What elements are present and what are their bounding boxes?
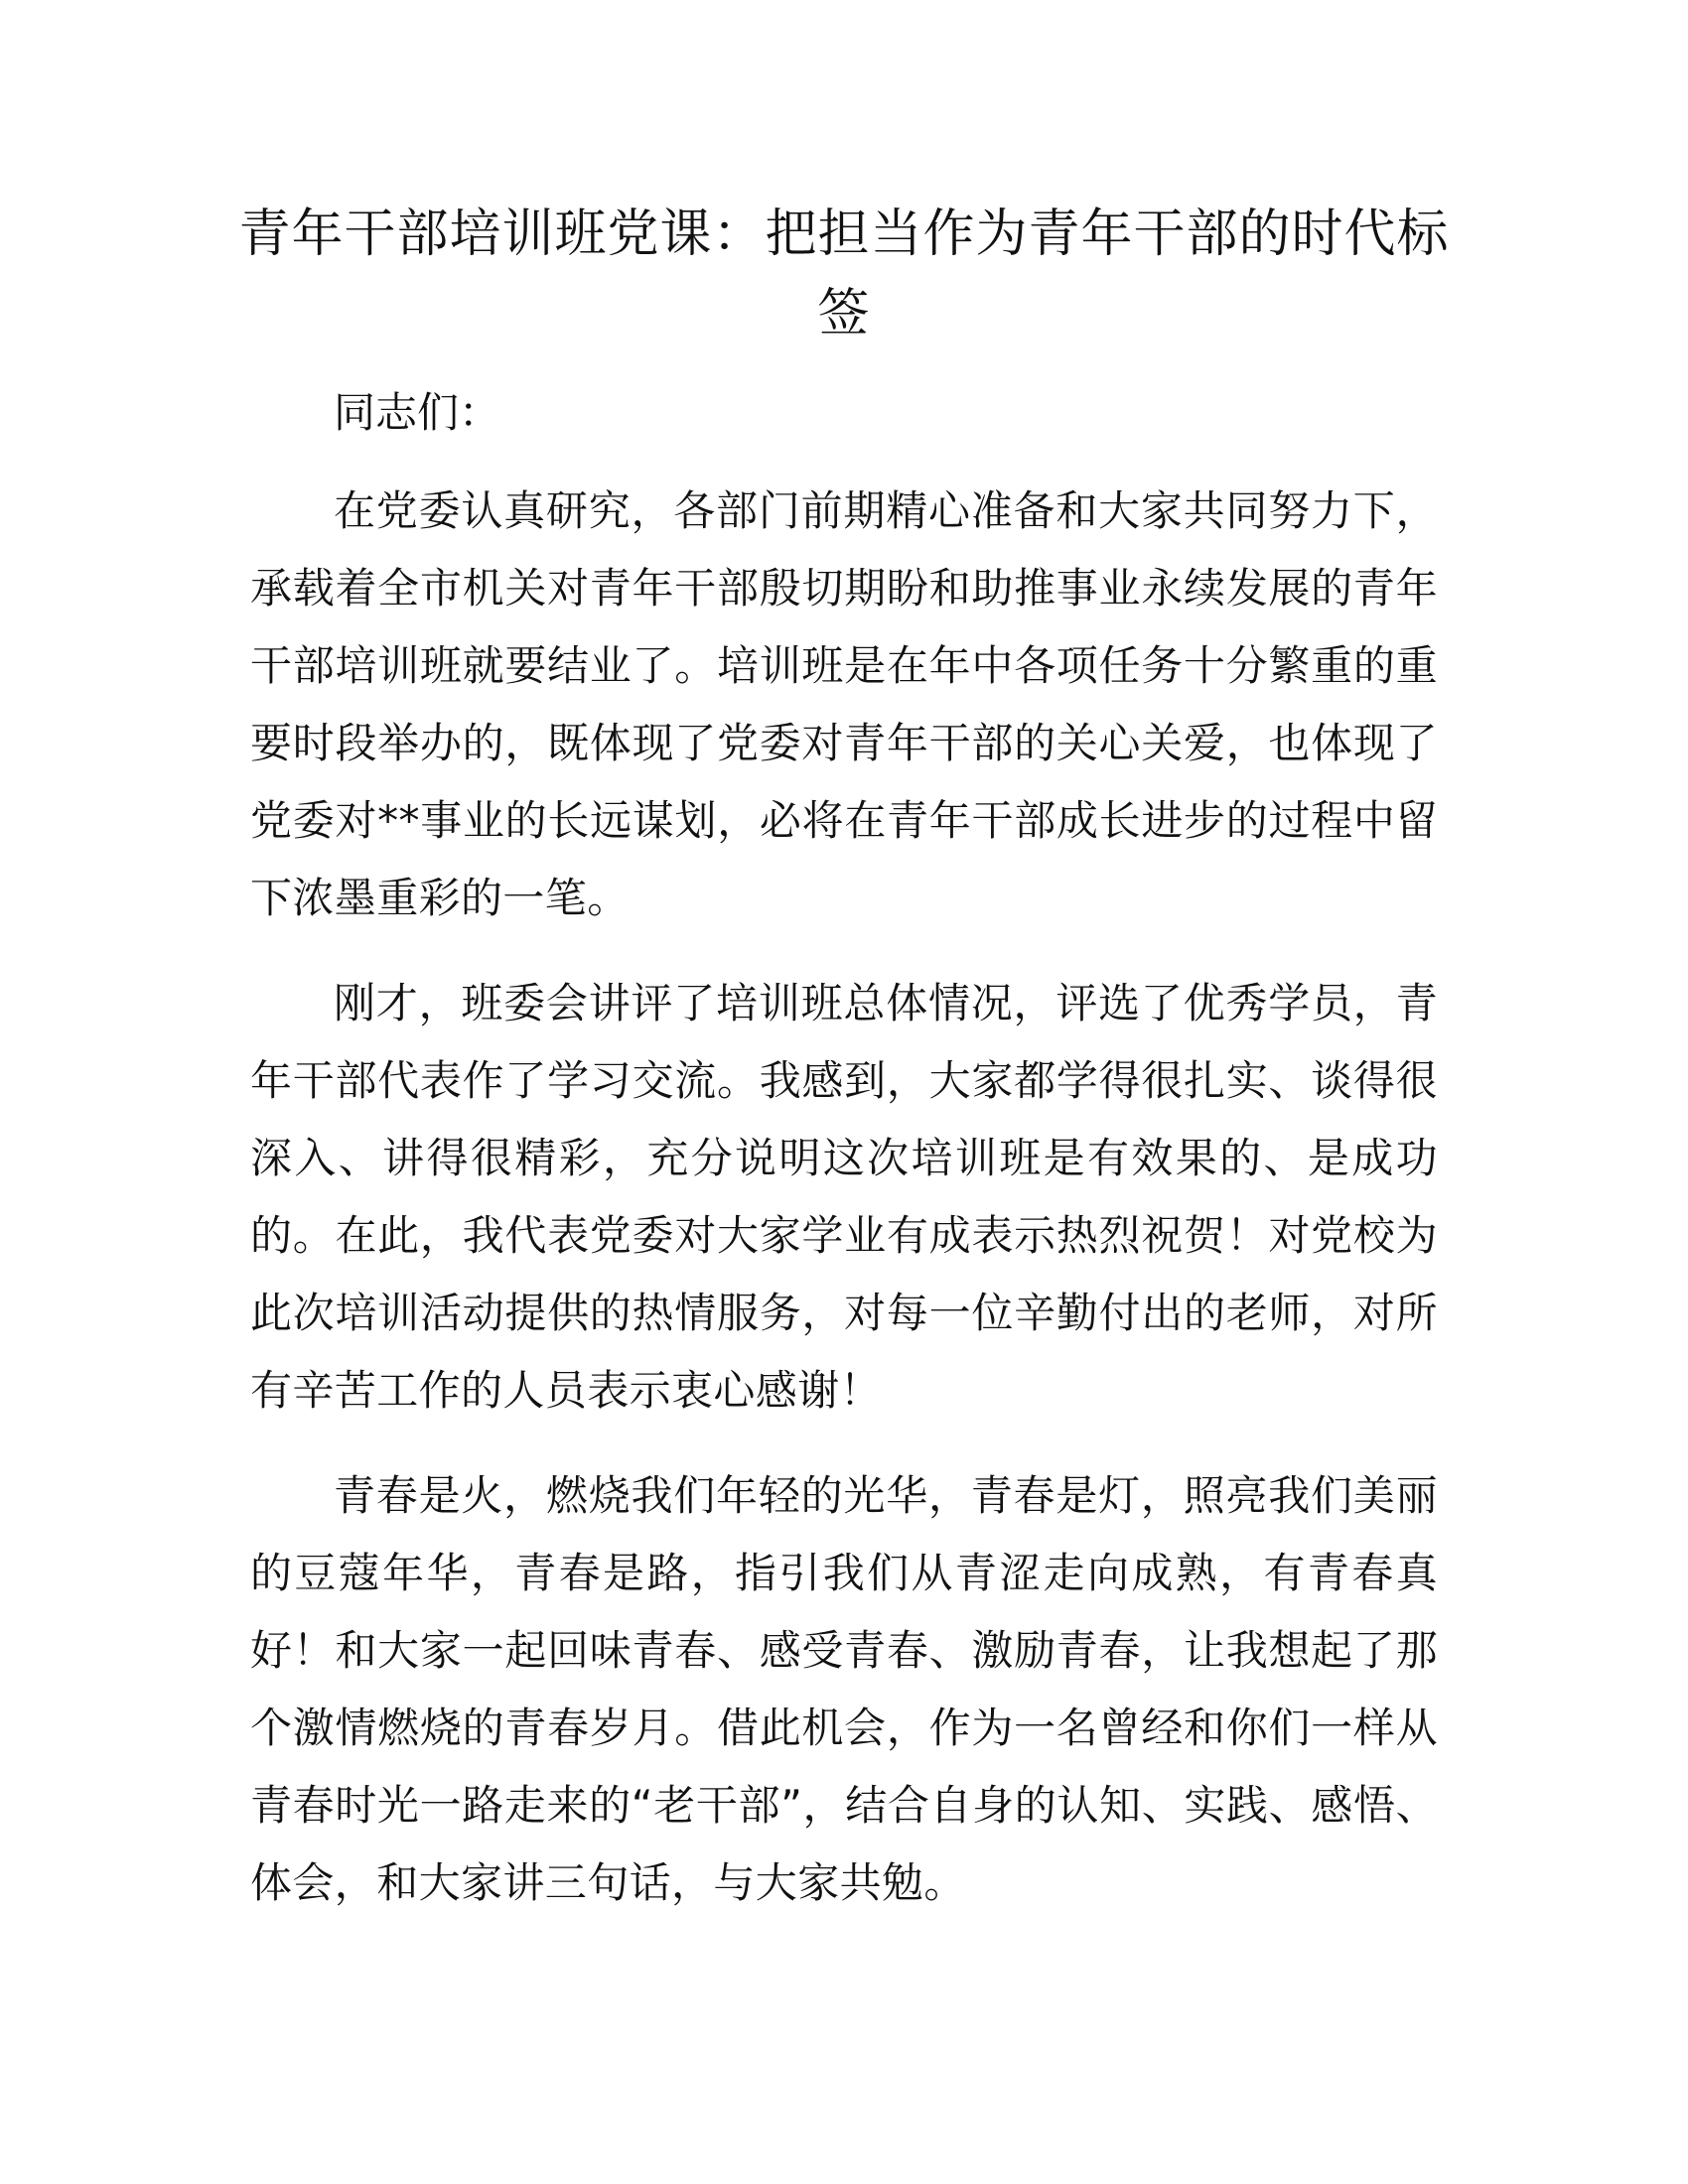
paragraph-opening: 在党委认真研究，各部门前期精心准备和大家共同努力下，承载着全市机关对青年干部殷切期盼和助推事业永续发展的青年干部培训班就要结业了。培训班是在年中各项任务十分繁重的重要时段举办的，既体现了党委对青年干部的关心关爱，也体现了党委对**事业的长远谋划，必将在青年干部成长进步的过程中留下浓墨重彩的一笔。: [250, 486, 1438, 922]
document-body: [250, 381, 1438, 1950]
document-title: 青年干部培训班党课：把担当作为青年干部的时代标签: [238, 205, 1450, 343]
paragraph-youth: 青春是火，燃烧我们年轻的光华，青春是灯，照亮我们美丽的豆蔻年华，青春是路，指引我们从青涩走向成熟，有青春真好！和大家一起回味青春、感受青春、激励青春，让我想起了那个激情燃烧的青春岁月。借此机会，作为一名曾经和你们一样从青春时光一路走来的“老干部”，结合自身的认知、实践、感悟、体会，和大家讲三句话，与大家共勉。: [250, 1471, 1438, 1907]
paragraph-thanks: 刚才，班委会讲评了培训班总体情况，评选了优秀学员，青年干部代表作了学习交流。我感到，大家都学得很扎实、谈得很深入、讲得很精彩，充分说明这次培训班是有效果的、是成功的。在此，我代表党委对大家学业有成表示热烈祝贺！对党校为此次培训活动提供的热情服务，对每一位辛勤付出的老师，对所有辛苦工作的人员表示衷心感谢！: [250, 979, 1438, 1415]
salutation: 同志们：: [334, 388, 501, 437]
